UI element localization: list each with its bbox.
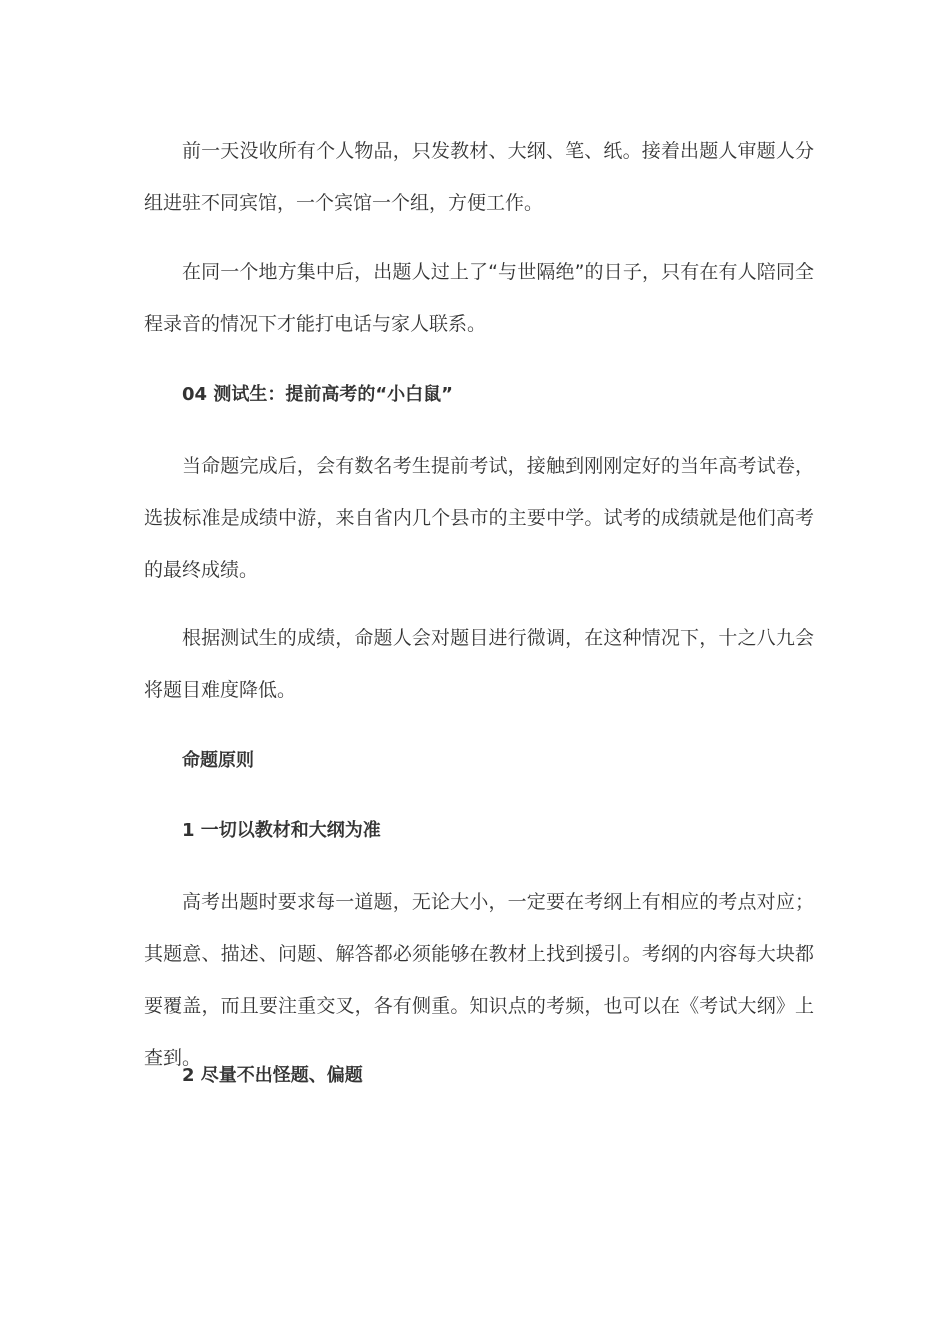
paragraph-isolation: 在同一个地方集中后，出题人过上了“与世隔绝”的日子，只有在有人陪同全程录音的情况下才能打电话与家人联系。 — [144, 261, 814, 335]
paragraph-test-students: 当命题完成后，会有数名考生提前考试，接触到刚刚定好的当年高考试卷，选拔标准是成绩中游，来自省内几个县市的主要中学。试考的成绩就是他们高考的最终成绩。 — [144, 455, 814, 581]
heading-principle-2: 2 尽量不出怪题、偏题 — [182, 1065, 363, 1086]
heading-principle-1: 1 一切以教材和大纲为准 — [182, 820, 381, 841]
heading-principles: 命题原则 — [182, 750, 254, 771]
paragraph-difficulty-adjustment: 根据测试生的成绩，命题人会对题目进行微调，在这种情况下，十之八九会将题目难度降低。 — [144, 627, 814, 701]
paragraph-principle-1: 高考出题时要求每一道题，无论大小，一定要在考纲上有相应的考点对应；其题意、描述、问题、解答都必须能够在教材上找到援引。考纲的内容每大块都要覆盖，而且要注重交叉，各有侧重。知识点的考频，也可以在《考试大纲》上查到。 — [144, 891, 814, 1069]
heading-test-students: 04 测试生：提前高考的“小白鼠” — [182, 384, 453, 405]
paragraph-exam-preparation: 前一天没收所有个人物品，只发教材、大纲、笔、纸。接着出题人审题人分组进驻不同宾馆，一个宾馆一个组，方便工作。 — [144, 140, 814, 214]
